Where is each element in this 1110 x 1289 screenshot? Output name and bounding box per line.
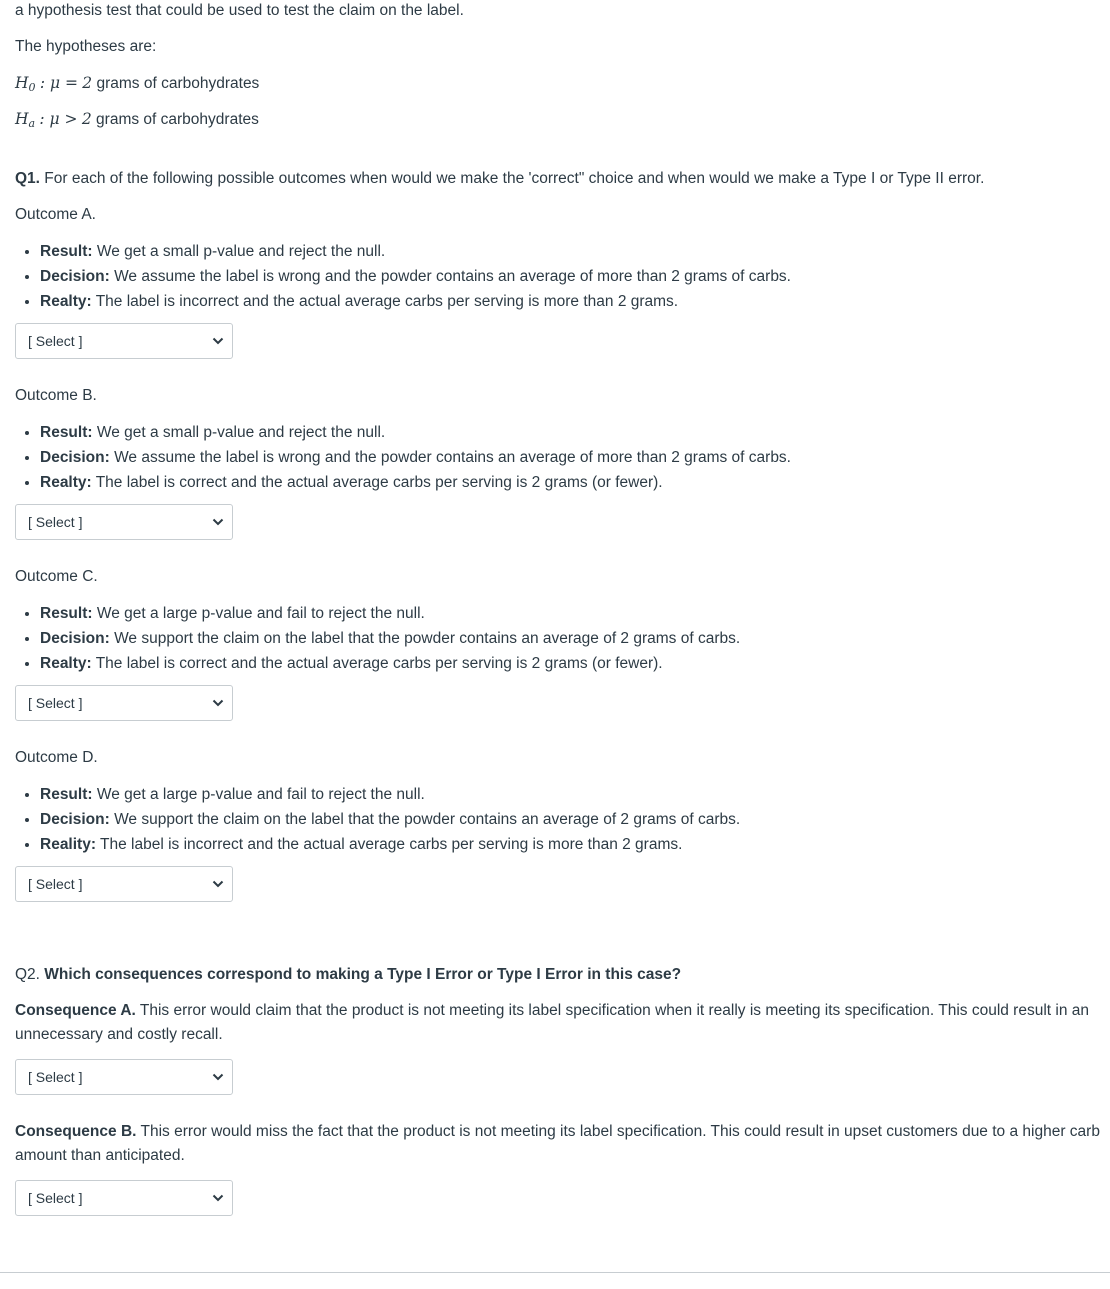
list-item: • Realty: The label is correct and the actual average carbs per serving is 2 grams (or fewer).: [40, 470, 791, 495]
ha-value: 2: [81, 110, 92, 128]
list-item: • Realty: The label is incorrect and the actual average carbs per serving is more than 2 grams.: [40, 289, 791, 314]
q1-text: For each of the following possible outcomes when would we make the 'correct" choice and when would we make a Type I or Type II error.: [39, 170, 985, 187]
outcome-a-select[interactable]: [15, 323, 233, 359]
divider: [0, 1272, 1110, 1273]
list-item: • Result: We get a large p-value and fail to reject the null.: [40, 782, 740, 807]
chevron-down-icon: [212, 517, 224, 527]
outcome-c-list: [15, 601, 740, 676]
consequence-a-select[interactable]: [15, 1059, 233, 1095]
list-item: • Decision: We assume the label is wrong and the powder contains an average of more than 2 grams of carbs.: [40, 445, 791, 470]
select-value: [ Select ]: [28, 695, 83, 711]
consequence-b: [15, 1120, 1110, 1168]
consequence-b-text: This error would miss the fact that the product is not meeting its label specification. This could result in upset customers due to a higher carb amount than anticipated.: [15, 1123, 1100, 1164]
outcome-b-select[interactable]: [15, 504, 233, 540]
hypotheses-label: The hypotheses are:: [15, 38, 157, 55]
select-value: [ Select ]: [28, 1190, 83, 1206]
chevron-down-icon: [212, 879, 224, 889]
h0-symbol: $H_0$: [15, 74, 36, 94]
consequence-a: [15, 999, 1110, 1047]
h0-relation: : μ =: [39, 74, 78, 92]
q1-prompt: [15, 167, 984, 191]
list-item: • Decision: We support the claim on the label that the powder contains an average of 2 grams of carbs.: [40, 807, 740, 832]
list-item: • Decision: We assume the label is wrong and the powder contains an average of more than 2 grams of carbs.: [40, 264, 791, 289]
q2-prompt: [15, 963, 681, 987]
list-item: • Result: We get a small p-value and reject the null.: [40, 239, 791, 264]
q2-label: Q2.: [15, 966, 40, 983]
select-value: [ Select ]: [28, 876, 83, 892]
outcome-a-list: [15, 239, 791, 314]
ha-symbol: $H_a$: [15, 110, 36, 130]
select-value: [ Select ]: [28, 514, 83, 530]
outcome-b-title: Outcome B.: [15, 387, 97, 404]
outcome-a-title: Outcome A.: [15, 206, 96, 223]
outcome-c-select[interactable]: [15, 685, 233, 721]
outcome-d-select[interactable]: [15, 866, 233, 902]
list-item: • Reality: The label is incorrect and the actual average carbs per serving is more than 2 grams.: [40, 832, 740, 857]
list-item: • Result: We get a large p-value and fail to reject the null.: [40, 601, 740, 626]
list-item: • Result: We get a small p-value and reject the null.: [40, 420, 791, 445]
intro-text: a hypothesis test that could be used to test the claim on the label.: [15, 2, 464, 19]
consequence-a-text: This error would claim that the product is not meeting its label specification when it really is meeting its specification. This could result in an unnecessary and costly recall.: [15, 1002, 1090, 1043]
outcome-d-list: [15, 782, 740, 857]
chevron-down-icon: [212, 1193, 224, 1203]
h0-rest: grams of carbohydrates: [96, 75, 260, 92]
null-hypothesis: [15, 71, 259, 100]
outcome-c-title: Outcome C.: [15, 568, 98, 585]
chevron-down-icon: [212, 1072, 224, 1082]
ha-rest: grams of carbohydrates: [96, 111, 259, 128]
list-item: • Decision: We support the claim on the label that the powder contains an average of 2 grams of carbs.: [40, 626, 740, 651]
select-value: [ Select ]: [28, 333, 83, 349]
q2-text: Which consequences correspond to making a Type I Error or Type I Error in this case?: [39, 966, 682, 983]
outcome-b-list: [15, 420, 791, 495]
outcome-d-title: Outcome D.: [15, 749, 98, 766]
ha-relation: : μ >: [39, 110, 78, 128]
select-value: [ Select ]: [28, 1069, 83, 1085]
consequence-b-select[interactable]: [15, 1180, 233, 1216]
q1-label: Q1.: [15, 170, 40, 187]
list-item: • Realty: The label is correct and the actual average carbs per serving is 2 grams (or fewer).: [40, 651, 740, 676]
consequence-a-key: Consequence A.: [15, 1002, 136, 1019]
chevron-down-icon: [212, 698, 224, 708]
alternative-hypothesis: [15, 107, 259, 136]
h0-value: 2: [82, 74, 93, 92]
chevron-down-icon: [212, 336, 224, 346]
consequence-b-key: Consequence B.: [15, 1123, 137, 1140]
